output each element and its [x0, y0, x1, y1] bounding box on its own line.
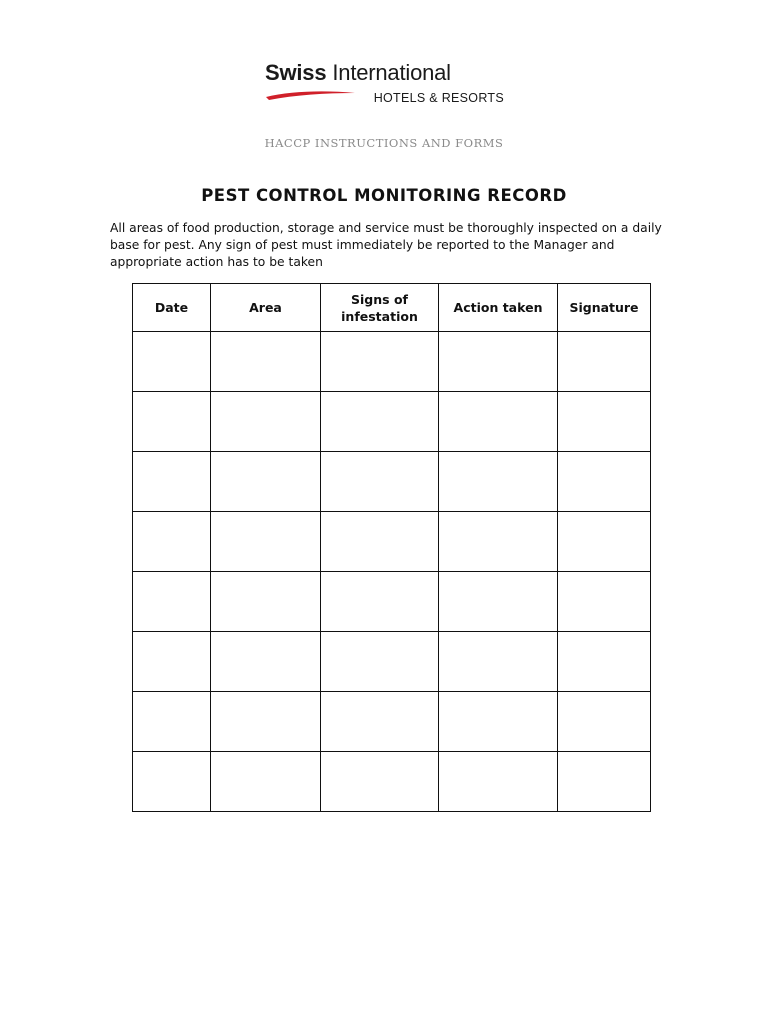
logo-wordmark — [265, 60, 451, 86]
table-cell-signs[interactable] — [321, 512, 439, 572]
logo-tagline: HOTELS & RESORTS — [373, 91, 504, 105]
table-cell-signs[interactable] — [321, 632, 439, 692]
table-cell-signs[interactable] — [321, 332, 439, 392]
intro-paragraph: All areas of food production, storage and service must be thoroughly inspected on a daily base for pest. Any sign of pest must immediately be reported to the Manager and appropriate action has to be taken — [110, 221, 662, 269]
table-cell-area[interactable] — [211, 452, 321, 512]
brand-logo — [265, 60, 510, 112]
table-cell-date[interactable] — [133, 512, 211, 572]
column-header-date: Date — [133, 284, 211, 332]
table-row — [133, 512, 651, 572]
table-cell-date[interactable] — [133, 332, 211, 392]
table-cell-action[interactable] — [439, 392, 558, 452]
logo-brand: Swiss — [265, 60, 327, 85]
logo-swoosh-icon — [265, 88, 360, 102]
table-cell-action[interactable] — [439, 692, 558, 752]
table-row — [133, 572, 651, 632]
table-row — [133, 752, 651, 812]
table-row — [133, 392, 651, 452]
table-cell-action[interactable] — [439, 512, 558, 572]
table-cell-action[interactable] — [439, 332, 558, 392]
table-cell-action[interactable] — [439, 752, 558, 812]
table-cell-date[interactable] — [133, 452, 211, 512]
table-cell-signs[interactable] — [321, 752, 439, 812]
table-row — [133, 452, 651, 512]
table-cell-date[interactable] — [133, 392, 211, 452]
logo-name: International — [332, 60, 451, 85]
pest-control-table — [132, 283, 651, 812]
column-header-signature: Signature — [558, 284, 651, 332]
table-cell-signature[interactable] — [558, 332, 651, 392]
table-header-row — [133, 284, 651, 332]
column-header-area: Area — [211, 284, 321, 332]
table-cell-area[interactable] — [211, 332, 321, 392]
table-cell-area[interactable] — [211, 572, 321, 632]
table-cell-signature[interactable] — [558, 692, 651, 752]
table-cell-signature[interactable] — [558, 452, 651, 512]
table-cell-date[interactable] — [133, 572, 211, 632]
table-cell-action[interactable] — [439, 572, 558, 632]
table-cell-signature[interactable] — [558, 752, 651, 812]
table-cell-date[interactable] — [133, 632, 211, 692]
table-row — [133, 632, 651, 692]
document-header-note: HACCP INSTRUCTIONS AND FORMS — [264, 136, 504, 150]
table-cell-area[interactable] — [211, 752, 321, 812]
table-cell-signs[interactable] — [321, 692, 439, 752]
table-cell-signs[interactable] — [321, 392, 439, 452]
table-row — [133, 692, 651, 752]
table-cell-signs[interactable] — [321, 572, 439, 632]
table-cell-date[interactable] — [133, 692, 211, 752]
table-cell-signature[interactable] — [558, 512, 651, 572]
column-header-signs-of-infestation: Signs of infestation — [321, 284, 439, 332]
table-cell-area[interactable] — [211, 392, 321, 452]
table-cell-date[interactable] — [133, 752, 211, 812]
table-cell-area[interactable] — [211, 692, 321, 752]
column-header-action-taken: Action taken — [439, 284, 558, 332]
page-title: PEST CONTROL MONITORING RECORD — [201, 186, 567, 205]
table-row — [133, 332, 651, 392]
table-cell-action[interactable] — [439, 452, 558, 512]
table-cell-area[interactable] — [211, 632, 321, 692]
table-cell-signature[interactable] — [558, 572, 651, 632]
table-cell-signature[interactable] — [558, 392, 651, 452]
table-cell-action[interactable] — [439, 632, 558, 692]
table-cell-signature[interactable] — [558, 632, 651, 692]
table-cell-area[interactable] — [211, 512, 321, 572]
table-cell-signs[interactable] — [321, 452, 439, 512]
